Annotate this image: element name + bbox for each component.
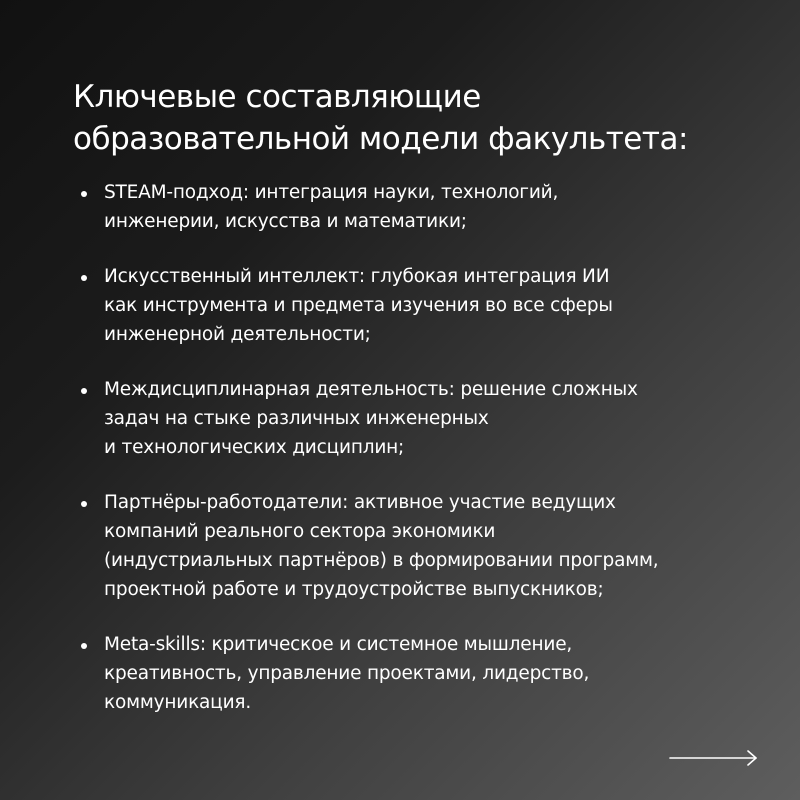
list-item-line: (индустриальных партнёров) в формировании программ, [104,550,659,571]
list-item [75,375,775,462]
list-item-line: инженерной деятельности; [104,324,371,345]
list-item-line: Междисциплинарная деятельность: решение сложных [104,379,638,400]
list-item [75,178,775,236]
title-line: образовательной модели факультета: [73,121,688,157]
bullet-icon [81,388,87,394]
list-item-line: STEAM-подход: интеграция науки, технологий, [104,182,559,203]
list-item-line: Meta-skills: критическое и системное мышление, [104,634,573,655]
bullet-icon [81,275,87,281]
list-item [75,488,775,604]
arrow-right-icon[interactable] [669,748,759,768]
bullet-icon [81,501,87,507]
list-item-line: коммуникация. [104,692,252,713]
list-item-line: Искусственный интеллект: глубокая интеграция ИИ [104,266,610,287]
list-item-line: задач на стыке различных инженерных [104,408,489,429]
list-item-line: Партнёры-работодатели: активное участие ведущих [104,492,616,513]
list-item-line: компаний реального сектора экономики [104,521,496,542]
list-item-line: и технологических дисциплин; [104,437,405,458]
bullet-icon [81,191,87,197]
list-item-line: креативность, управление проектами, лидерство, [104,663,590,684]
list-item [75,630,775,717]
bullet-icon [81,643,87,649]
key-components-list [75,178,775,743]
list-item-line: проектной работе и трудоустройстве выпускников; [104,579,604,600]
title-line: Ключевые составляющие [73,79,481,115]
list-item [75,262,775,349]
list-item-line: инженерии, искусства и математики; [104,211,467,232]
list-item-line: как инструмента и предмета изучения во все сферы [104,295,613,316]
page-title [73,76,753,160]
